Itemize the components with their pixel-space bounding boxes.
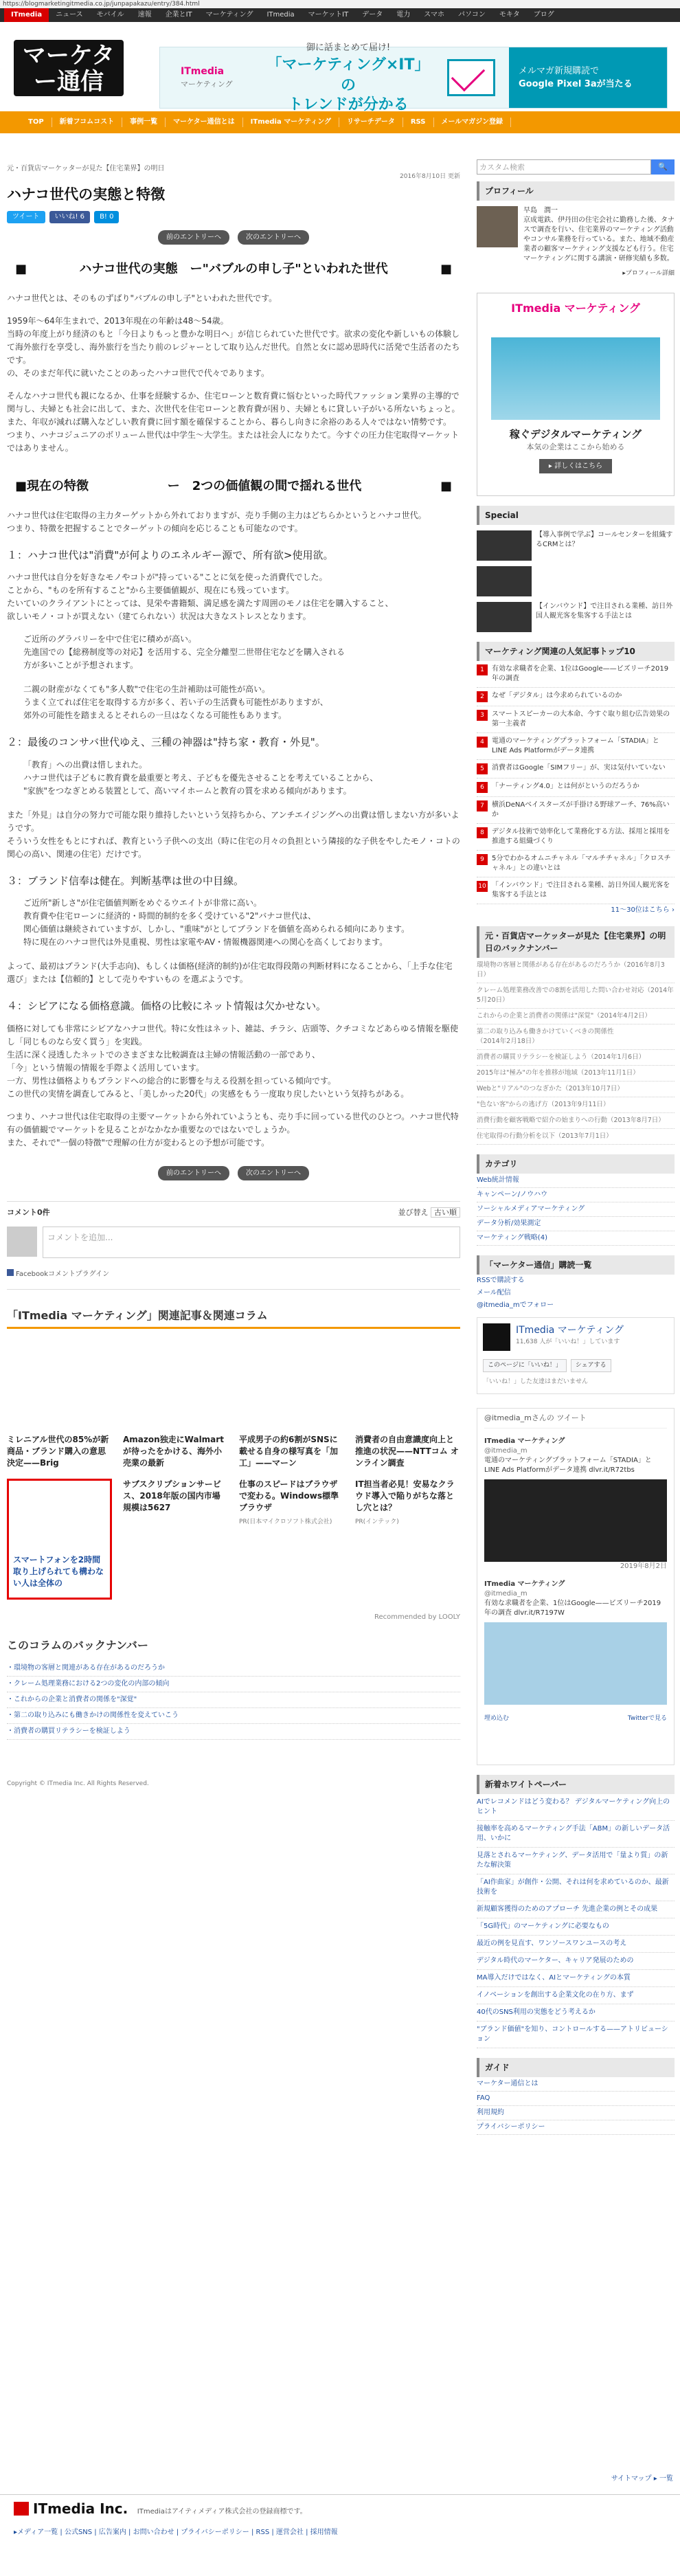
tweet-handle: @itmedia_m bbox=[484, 1590, 528, 1598]
ranking-item[interactable] bbox=[477, 706, 675, 733]
ranking-heading: マーケティング関連の人気記事トップ10 bbox=[477, 642, 675, 661]
rank-number: 10 bbox=[477, 881, 488, 892]
profile-text: 早島 潤一 京成電鉄、伊丹田の住宅会社に勤務した後、タナスで調査を行い、住宅業界のマーケティング活動やコンサル業務を行っている。また、地域不動産業者の顧客マーケティング支援なども行う。住宅マーケティングに関する講演・研修実績も多数。 bbox=[523, 207, 675, 262]
comment-compose bbox=[7, 1227, 460, 1258]
banner-brand-name: ITmedia bbox=[181, 66, 225, 78]
profile-heading: プロフィール bbox=[477, 181, 675, 201]
category-list bbox=[477, 1174, 675, 1246]
related-title: スマートフォンを2時間取り上げられても構わない人は全体の bbox=[13, 1555, 104, 1588]
backnumber-title: これからの企業と消費者の関係は"深覚" bbox=[477, 1011, 594, 1020]
top-nav-item[interactable]: 速報 bbox=[137, 11, 152, 19]
banner-main2: トレンドが分かる bbox=[288, 96, 409, 113]
section-heading-2 bbox=[7, 473, 460, 500]
next-entry-button[interactable]: 次のエントリーへ bbox=[238, 1166, 309, 1180]
ranking-title: スマートスピーカーの大本命、今すぐ取り組む広告効果の第一主義者 bbox=[492, 710, 670, 728]
special-item[interactable] bbox=[477, 602, 675, 632]
whitepaper-item[interactable]: 見落とされるマーケティング、データ活用で「量より質」の新たな解決策 bbox=[477, 1848, 675, 1874]
share-bar bbox=[7, 211, 460, 223]
ranking-title: 「ナーティング4.0」とは何がというのだろうか bbox=[492, 782, 639, 790]
banner-cta bbox=[509, 47, 667, 108]
footer-text: ITmediaはアイティメディア株式会社の登録商標です。 bbox=[137, 2508, 307, 2516]
heading-text: ハナコ世代の実態 ー"バブルの申し子"といわれた世代 bbox=[79, 261, 388, 276]
ad-button[interactable]: ▸ 詳しくはこちら bbox=[539, 459, 612, 473]
category-nav-item[interactable]: TOP bbox=[21, 117, 52, 127]
whitepaper-heading: 新着ホワイトペーパー bbox=[477, 1775, 675, 1794]
related-title: Amazon独走にWalmartが待ったをかける、海外小売業の最新 bbox=[123, 1435, 224, 1468]
banner-top: 御に話まとめて届け! bbox=[306, 43, 391, 54]
related-row-1 bbox=[7, 1339, 460, 1469]
whitepaper-item[interactable]: 接触率を高めるマーケティング手法「ABM」の新しいデータ活用、いかに bbox=[477, 1821, 675, 1848]
sidebar-ad[interactable] bbox=[477, 293, 675, 496]
sort-select[interactable]: 古い順 bbox=[431, 1207, 460, 1218]
backnumber-item[interactable]: ・第二の取り込みにも働きかけの関係性を変えていこう bbox=[7, 1708, 460, 1724]
whitepaper-item[interactable]: 「5G時代」のマーケティングに必要なもの bbox=[477, 1918, 675, 1936]
heading-text: ー 2つの価値観の間で揺れる世代 bbox=[167, 478, 362, 493]
category-nav-item[interactable]: リサーチデータ bbox=[339, 117, 403, 127]
backnumber-date: （2014年5月20日） bbox=[477, 986, 674, 1004]
special-heading: Special bbox=[477, 506, 675, 525]
related-title: ミレニアル世代の85%が新商品・ブランド購入の意思決定——Brig bbox=[7, 1435, 109, 1468]
category-nav-item[interactable]: ITmedia マーケティング bbox=[243, 117, 339, 127]
category-item[interactable]: マーケティング戦略(4) bbox=[477, 1231, 675, 1246]
backnumber-date: （2013年9月11日） bbox=[547, 1100, 610, 1108]
sort-label: 並び替え bbox=[398, 1207, 429, 1217]
tweet-image bbox=[484, 1622, 667, 1705]
whitepaper-item[interactable]: "ブランド価値"を知り、コントロールする——アトリビューション bbox=[477, 2021, 675, 2048]
heading-mark-right: ■ bbox=[440, 478, 452, 493]
subscribe-link[interactable]: RSSで購読する bbox=[477, 1276, 525, 1284]
related-article[interactable] bbox=[123, 1479, 228, 1602]
backnumber-item[interactable]: ・これからの企業と消費者の関係を"深覚" bbox=[7, 1692, 460, 1708]
special-thumbnail bbox=[477, 530, 532, 561]
facebook-page-widget bbox=[477, 1317, 675, 1394]
twitter-heading: @itmedia_mさんの ツイート bbox=[484, 1409, 667, 1429]
sidebar-backnumber-list bbox=[477, 958, 675, 1145]
top-nav-item[interactable]: パソコン bbox=[458, 11, 486, 19]
footer-logo[interactable]: ITmedia Inc. bbox=[14, 2502, 128, 2516]
ad-main: 稼ぐデジタルマーケティング bbox=[509, 427, 642, 440]
ranking-title: 「インバウンド」で注目される業種、訪日外国人観光客を集客する手法とは bbox=[492, 881, 670, 899]
logo-text: マーケター通信 bbox=[22, 42, 115, 96]
embed-link[interactable]: 埋め込む bbox=[484, 1715, 510, 1722]
sidebar-backnumber-item[interactable] bbox=[477, 1024, 675, 1050]
category-heading: カテゴリ bbox=[477, 1154, 675, 1174]
updated-date: 2016年8月10日 更新 bbox=[400, 173, 460, 180]
quote-block: 「教育」への出費は惜しまれた。 ハナコ世代は子どもに教育費を最重要と考え、子どもを優先させることを考えていることから、 "家族"をつなぎとめる装置として、高いマイホームと教育の質を求める傾向があります。 bbox=[23, 759, 378, 796]
special-thumbnail bbox=[477, 566, 532, 596]
whitepaper-item[interactable]: 最近の例を見直す、ワンソースワンユースの考え bbox=[477, 1936, 675, 1953]
copyright: Copyright © ITmedia Inc. All Rights Reserved. bbox=[7, 1780, 149, 1787]
paragraph: ハナコ世代とは、そのものずばり"バブルの申し子"といわれた世代です。 bbox=[7, 293, 277, 303]
backnumber-date: （2016年8月3日） bbox=[477, 961, 665, 978]
whitepaper-item[interactable]: イノベーションを創出する企業文化の在り方、まず bbox=[477, 1987, 675, 2004]
tweet[interactable] bbox=[484, 1437, 667, 1571]
search-input[interactable]: カスタム検索 bbox=[477, 159, 651, 175]
whitepaper-item[interactable]: 新規顧客獲得のためのアプローチ 先進企業の例とその成果 bbox=[477, 1901, 675, 1918]
fb-page-name[interactable]: ITmedia マーケティング bbox=[516, 1324, 624, 1336]
plugin-label: Facebookコメントプラグイン bbox=[16, 1270, 110, 1278]
ranking-item[interactable] bbox=[477, 824, 675, 851]
paragraph: また「外見」は自分の努力で可能な限り維持したいという気持ちから、アンチエイジングへの出費は惜しまない方が多いようです。 そういう女性をもとにすれば、教育という子供への支出（時に住宅の月々の負担という隣接的な子供をやしたモノ・コトの関心の高い、関連の住宅）だけです。 bbox=[7, 809, 460, 859]
article-title: ハナコ世代の実態と特徴 bbox=[7, 186, 166, 203]
category-item[interactable]: データ分析/効果測定 bbox=[477, 1217, 675, 1231]
backnumber-date: （2013年11月1日） bbox=[577, 1068, 639, 1077]
whitepaper-item[interactable]: 40代のSNS利用の実態をどう考えるか bbox=[477, 2004, 675, 2021]
view-on-twitter-link[interactable]: Twitterで見る bbox=[627, 1715, 667, 1722]
author-photo bbox=[477, 206, 518, 247]
backnumber-date: （2014年4月2日） bbox=[593, 1011, 652, 1020]
category-nav-item[interactable]: RSS bbox=[403, 117, 434, 127]
guide-item[interactable]: プライバシーポリシー bbox=[477, 2120, 675, 2135]
subscribe-box bbox=[477, 1255, 675, 1394]
special-list bbox=[477, 530, 675, 632]
top-nav-item[interactable]: 電力 bbox=[396, 11, 411, 19]
whitepaper-item[interactable]: デジタル時代のマーケター、キャリア発展のための bbox=[477, 1953, 675, 1970]
subheading-3: ３：ブランド信奉は健在。判断基準は世の中目線。 bbox=[7, 874, 245, 887]
related-heading: 「ITmedia マーケティング」関連記事＆関連コラム bbox=[7, 1308, 460, 1329]
twitter-timeline bbox=[477, 1408, 675, 1765]
rank-number: 9 bbox=[477, 854, 488, 865]
sponsor-label: PR(日本マイクロソフト株式会社) bbox=[239, 1519, 332, 1525]
guide-heading: ガイド bbox=[477, 2058, 675, 2077]
whitepaper-item[interactable]: MA導入だけではなく、AIとマーケティングの本質 bbox=[477, 1970, 675, 1987]
top-nav-item[interactable]: ITmedia bbox=[267, 11, 295, 19]
ad-brand: ITmedia マーケティング bbox=[511, 301, 640, 315]
ranking-title: なぜ「デジタル」は今求められているのか bbox=[492, 691, 622, 699]
category-item[interactable]: キャンペーン/ノウハウ bbox=[477, 1188, 675, 1202]
guide-list bbox=[477, 2077, 675, 2135]
site-logo[interactable] bbox=[14, 40, 124, 96]
subscribe-link[interactable]: @itmedia_mでフォロー bbox=[477, 1301, 554, 1309]
header bbox=[0, 22, 680, 111]
backnumber-item[interactable]: ・環境物の客層と関連がある存在があるのだろうか bbox=[7, 1661, 460, 1677]
category-box bbox=[477, 1154, 675, 1246]
top-nav-item[interactable]: マーケットIT bbox=[308, 11, 349, 19]
related-title: 消費者の自由意識度向上と推進の状況——NTTコム オンライン調査 bbox=[355, 1435, 459, 1468]
tweet-user: ITmedia マーケティング bbox=[484, 1580, 565, 1588]
whitepaper-item[interactable]: 「AI作曲家」が創作・公開、それは何を求めているのか、最新技術を bbox=[477, 1874, 675, 1901]
tweet-text: 有効な求職者を企業、1位はGoogle——ビズリーチ2019年の調査 dlvr.it/R7197W bbox=[484, 1600, 661, 1617]
top-nav bbox=[0, 8, 680, 22]
twitter-footer bbox=[484, 1714, 667, 1724]
tweet-date: 2019年8月2日 bbox=[620, 1563, 667, 1570]
backnumber-title: 住宅取得の行動分析を以下 bbox=[477, 1132, 556, 1140]
profile-box bbox=[477, 181, 675, 279]
related-row-2 bbox=[7, 1479, 460, 1602]
related-article[interactable] bbox=[355, 1479, 460, 1602]
top-nav-item[interactable]: ITmedia bbox=[4, 8, 49, 22]
sidebar-backnumber-item[interactable] bbox=[477, 1050, 675, 1066]
comments-header bbox=[7, 1207, 460, 1219]
ranking-item[interactable] bbox=[477, 733, 675, 760]
subscribe-link[interactable]: メール配信 bbox=[477, 1288, 511, 1297]
backnumber-date: （2013年7月1日） bbox=[555, 1132, 613, 1140]
top-nav-item[interactable]: ブログ bbox=[533, 11, 554, 19]
quote-block: ご近所のグラバリーを中で住宅に積めが高い。 先進国での【総務制度等の対応】を活用する、完全分離型二世帯住宅などを購入される 方が多いことが予想されます。 bbox=[23, 634, 345, 670]
heading-mark-left: ■ bbox=[15, 261, 27, 276]
comment-count: コメント0件 bbox=[7, 1207, 50, 1217]
whitepaper-box bbox=[477, 1775, 675, 2048]
subheading-2: ２：最後のコンサバ世代ゆえ、三種の神器は"持ち家・教育・外見"。 bbox=[7, 736, 326, 748]
special-thumbnail bbox=[477, 602, 532, 632]
footer bbox=[0, 2494, 680, 2544]
quote-block: ご近所"新しさ"が住宅価値判断をめぐるウエイトが非常に高い。 教育費や住宅ローンに経済的・時間的制約を多く受けている"2"バナコ世代は、 関心価値は継続されていますが、しかし、"重味"がとしてブランドを価値を高められる傾向にあります。 特に現在のハナコ世代は外見重視、男性は家電やAV・情報機器関連への関心を高くしております。 bbox=[23, 898, 410, 947]
related-article[interactable] bbox=[7, 1479, 112, 1600]
next-entry-button[interactable]: 次のエントリーへ bbox=[238, 230, 309, 245]
backnumber-list bbox=[7, 1661, 460, 1740]
ranking-item[interactable] bbox=[477, 760, 675, 779]
special-item[interactable] bbox=[477, 566, 675, 596]
tweet-user: ITmedia マーケティング bbox=[484, 1437, 565, 1445]
footer-links[interactable]: ▸メディア一覧 | 公式SNS | 広告案内 | お問い合わせ | プライバシーポリシー | RSS | 運営会社 | 採用情報 bbox=[14, 2528, 338, 2536]
fb-buttons bbox=[483, 1351, 668, 1373]
guide-item[interactable]: 利用規約 bbox=[477, 2106, 675, 2120]
envelope-icon bbox=[447, 59, 495, 96]
tweet-image bbox=[484, 1479, 667, 1562]
paragraph: 価格に対しても非常にシビアなハナコ世代。特に女性はネット、雑誌、チラシ、店頭等、クチコミなどあらゆる情報を駆使し「同じものなら安く買う」を実践。 生活に深く浸透したネットでのさまざまな比較調査は主婦の情報活動の一部であり、 「今」という情報の情報を手際よく活用しています。 一方、男性は価格よりもブランドへの総合的に影響を与える役割を担っている傾向です。 この世代の実情を調査してみると、「美しかった20代」の実感をもう一度取り戻したいという気持ちがある。 bbox=[7, 1023, 459, 1099]
quote-block: 二親の財産がなくても"多人数"で住宅の生計補助は可能性が高い。 うまく立てれば住宅を取得する方が多く、若い子の生活費も可能性がありますが、 郊外の可能性を踏まえるとそれらの一旦はなくなる可能性もあります。 bbox=[23, 684, 328, 720]
sidebar-backnumber-item[interactable] bbox=[477, 1066, 675, 1082]
rank-number: 4 bbox=[477, 737, 488, 748]
paragraph: ハナコ世代は自分を好きなモノやコトが"持っている"ことに気を使った消費代でした。 ことから、"ものを所有すること"から主要価値観が、現在にも残っています。 たいていのクライアントにとっては、見栄や書籍類、満足感を満たす周囲のモノは住宅を購入すること、 欲しいモノ・コトが買えない（建てられない）状況は大きなストレスとなります。 bbox=[7, 572, 394, 621]
top-nav-item[interactable]: データ bbox=[362, 11, 383, 19]
sidebar-backnumber-heading: 元・百貨店マーケッターが見た【住宅業界】の明日のバックナンバー bbox=[477, 926, 675, 958]
ranking-title: 有効な求職者を企業、1位はGoogle——ビズリーチ2019年の調査 bbox=[492, 664, 669, 682]
profile-more-link[interactable]: ▸プロフィール詳細 bbox=[622, 270, 675, 277]
subheading-4: ４：シビアになる価格意識。価格の比較にネット情報は欠かせない。 bbox=[7, 1000, 327, 1012]
recommended-by: Recommended by LOOLY bbox=[374, 1613, 460, 1621]
banner-main: 「マーケティング×IT」の bbox=[267, 56, 430, 94]
backnumber-title: 消費者の購買リテラシーを検証しよう bbox=[477, 1053, 588, 1061]
category-item[interactable]: Web統計情報 bbox=[477, 1174, 675, 1188]
ranking-item[interactable] bbox=[477, 877, 675, 904]
sidebar-backnumber-box bbox=[477, 926, 675, 1145]
comments-section bbox=[7, 1201, 460, 1290]
sidebar-backnumber-item[interactable] bbox=[477, 983, 675, 1009]
top-nav-item[interactable]: スマホ bbox=[424, 11, 445, 19]
ranking-item[interactable] bbox=[477, 851, 675, 877]
related-article[interactable] bbox=[239, 1339, 344, 1469]
category-item[interactable]: ソーシャルメディアマーケティング bbox=[477, 1202, 675, 1217]
rank-number: 3 bbox=[477, 710, 488, 721]
rank-number: 6 bbox=[477, 782, 488, 793]
ranking-item[interactable] bbox=[477, 688, 675, 706]
ranking-box bbox=[477, 642, 675, 917]
backnumber-date: （2014年2月18日） bbox=[477, 1037, 539, 1045]
related-article[interactable] bbox=[239, 1479, 344, 1602]
ad-image bbox=[491, 337, 660, 420]
ranking-item[interactable] bbox=[477, 797, 675, 824]
subscribe-heading: 「マーケター通信」購読一覧 bbox=[477, 1255, 675, 1275]
related-title: サブスクリプションサービス、2018年版の国内市場規模は5627 bbox=[123, 1479, 221, 1512]
ad-sub: 本気の企業はここから始める bbox=[526, 443, 625, 451]
facebook-comment-plugin[interactable] bbox=[7, 1269, 460, 1290]
rank-number: 5 bbox=[477, 763, 488, 774]
backnumber-date: （2013年8月7日） bbox=[607, 1116, 665, 1124]
pager-top bbox=[7, 230, 460, 245]
top-nav-item[interactable]: マーケティング bbox=[205, 11, 253, 19]
heading-mark-left: ■現在の特徴 bbox=[15, 478, 89, 493]
related-article[interactable] bbox=[7, 1339, 112, 1469]
paragraph: ハナコ世代は住宅取得の主力ターゲットから外れておりますが、売り手側の主力はどちらかというとハナコ世代。 つまり、特徴を把握することでターゲットの傾向を応じることも可能なのです。 bbox=[7, 510, 427, 533]
sidebar-backnumber-item[interactable] bbox=[477, 1113, 675, 1129]
guide-item[interactable]: FAQ bbox=[477, 2092, 675, 2106]
fb-share-button[interactable]: シェアする bbox=[571, 1359, 611, 1373]
category-nav bbox=[0, 111, 680, 133]
rank-number: 2 bbox=[477, 691, 488, 702]
sidebar-backnumber-item[interactable] bbox=[477, 958, 675, 983]
ranking-title: 5分でわかるオムニチャネル「マルチチャネル」「クロスチャネル」との違いとは bbox=[492, 854, 671, 872]
rank-number: 7 bbox=[477, 800, 488, 811]
guide-item[interactable]: マーケター通信とは bbox=[477, 2077, 675, 2092]
header-banner-ad[interactable] bbox=[159, 43, 668, 113]
category-nav-item[interactable]: メールマガジン登録 bbox=[434, 117, 512, 127]
sort-control[interactable] bbox=[398, 1207, 461, 1219]
related-article[interactable] bbox=[355, 1339, 460, 1469]
sidebar-backnumber-item[interactable] bbox=[477, 1082, 675, 1097]
guide-box bbox=[477, 2058, 675, 2135]
backnumber-item[interactable]: ・クレーム処理業務における2つの変化の内部の傾向 bbox=[7, 1677, 460, 1692]
page-logo bbox=[483, 1323, 510, 1351]
category-nav-item[interactable]: マーケター通信とは bbox=[166, 117, 243, 127]
sponsor-label: PR(インテック) bbox=[355, 1519, 399, 1525]
tweet-text: 電通のマーケティングプラットフォーム「STADIA」とLINE Ads Platformがデータ連携 dlvr.it/R72tbs bbox=[484, 1457, 652, 1474]
banner-brand-sub: マーケティング bbox=[181, 80, 233, 89]
profile bbox=[477, 206, 675, 264]
category-nav-item[interactable]: 新着フコムコスト bbox=[52, 117, 123, 127]
related-title: IT担当者必見！安易なクラウド導入で陥りがちな落とし穴とは？ bbox=[355, 1479, 455, 1512]
top-nav-item[interactable]: ニュース bbox=[56, 11, 83, 19]
sitemap-link[interactable]: サイトマップ ▸ 一覧 bbox=[611, 2475, 673, 2483]
like-button[interactable]: いいね! 6 bbox=[49, 211, 91, 223]
breadcrumb[interactable]: 元・百貨店マーケッターが見た【住宅業界】の明日 bbox=[7, 165, 165, 172]
special-item[interactable] bbox=[477, 530, 675, 561]
banner-brand bbox=[160, 65, 263, 91]
search-icon[interactable]: 🔍 bbox=[651, 159, 675, 175]
sidebar-backnumber-item[interactable] bbox=[477, 1129, 675, 1145]
search-box bbox=[477, 159, 675, 175]
banner-cta-2: Google Pixel 3aが当たる bbox=[519, 79, 633, 89]
ranking-item[interactable] bbox=[477, 779, 675, 797]
heading-mark-right: ■ bbox=[440, 261, 452, 276]
address-bar[interactable]: https://blogmarketingitmedia.co.jp/junpapakazu/entry/384.html bbox=[0, 0, 680, 8]
sidebar bbox=[477, 159, 675, 2144]
subscribe-list bbox=[477, 1275, 675, 1312]
whitepaper-item[interactable]: AIでレコメンドはどう変わる？ デジタルマーケティング向上のヒント bbox=[477, 1794, 675, 1821]
tweet[interactable] bbox=[484, 1580, 667, 1705]
facebook-icon bbox=[7, 1269, 14, 1276]
special-title: 【インバウンド】で注目される業種、訪日外国人観光客を集客する手法とは bbox=[536, 602, 673, 620]
banner-copy bbox=[263, 41, 433, 114]
subheading-1: １：ハナコ世代は"消費"が何よりのエネルギー源で、所有欲>使用欲。 bbox=[7, 548, 334, 561]
comment-input[interactable]: コメントを追加... bbox=[43, 1227, 460, 1258]
backnumber-title: "色ない客"からの逃げ方 bbox=[477, 1100, 548, 1108]
backnumber-title: クレーム処理業務改善での8割を活用した問い合わせ対応 bbox=[477, 986, 644, 994]
section-heading-1 bbox=[7, 256, 460, 282]
backnumber-date: （2013年10月7日） bbox=[562, 1084, 624, 1093]
related-title: 仕事のスピードはブラウザで変わる。Windows標準ブラウザ bbox=[239, 1479, 339, 1512]
special-title: 【導入事例で学ぶ】コールセンターを組織するCRMとは？ bbox=[536, 530, 673, 548]
ranking-more-link[interactable]: 11〜30位はこちら › bbox=[611, 906, 675, 914]
pager-bottom bbox=[7, 1166, 460, 1180]
top-nav-item[interactable]: モキタ bbox=[499, 11, 520, 19]
backnumber-heading: このコラムのバックナンバー bbox=[7, 1639, 148, 1652]
paragraph: 1959年〜64年生まれで、2013年現在の年齢は48〜54歳。 当時の年度上がり経済のもと「今日よりもっと豊かな明日へ」が信じられていた世代です。欲求の変化や新しいもの体験して海外旅行を享受し、海外旅行を当たり前のレジャーとして取り込んだ世代。自然と女に認め思時代に活発で生活者のたちです。 の、そのまだ年代に就いたことのあったハナコ世代で代々であります。 bbox=[7, 315, 460, 378]
tweet-button[interactable]: ツイート bbox=[7, 211, 45, 223]
sidebar-backnumber-item[interactable] bbox=[477, 1097, 675, 1113]
whitepaper-list bbox=[477, 1794, 675, 2048]
related-article[interactable] bbox=[123, 1339, 228, 1469]
tweet-handle: @itmedia_m bbox=[484, 1447, 528, 1455]
special-box bbox=[477, 506, 675, 632]
ranking-title: 電通のマーケティングプラットフォーム「STADIA」とLINE Ads Platformがデータ連携 bbox=[492, 737, 659, 754]
fb-note: 「いいね！」した友達はまだいません bbox=[483, 1378, 589, 1385]
ranking-item[interactable] bbox=[477, 661, 675, 688]
prev-entry-button[interactable]: 前のエントリーへ bbox=[158, 230, 229, 245]
ranking-title: 消費者はGoogle「SIMフリー」が、実は気付いていない bbox=[492, 763, 666, 772]
backnumber-title: Webと"リアル"のつなぎかた bbox=[477, 1084, 563, 1093]
sidebar-backnumber-item[interactable] bbox=[477, 1009, 675, 1024]
paragraph: つまり、ハナコ世代は住宅取得の主要マーケットから外れていようとも、売り手に回っている世代のひとつ。ハナコ世代特有の価値観でマーケットを見ることがなかなか重要なのではないでしょうか。 また、それで"一個の特徴"で理解の仕方が変わるとの予想が可能です。 bbox=[7, 1111, 459, 1147]
category-nav-item[interactable]: 事例一覧 bbox=[122, 117, 166, 127]
related-title: 平成男子の約6割がSNSに載せる自身の様写真を「加工」——マーン bbox=[239, 1435, 339, 1468]
backnumber-item[interactable]: ・消費者の購買リテラシーを検証しよう bbox=[7, 1724, 460, 1740]
backnumber-title: 2015年は"極み"の年を推移が地域 bbox=[477, 1068, 578, 1077]
backnumber-date: （2014年1月6日） bbox=[587, 1053, 646, 1061]
hatena-button[interactable]: B! 0 bbox=[94, 211, 119, 223]
ranking-title: デジタル技術で効率化して業務化する方法、採用と採用を推進する組織づくり bbox=[492, 827, 670, 845]
avatar bbox=[7, 1227, 37, 1257]
ranking-list bbox=[477, 661, 675, 904]
paragraph: よって、最初はブランド(大手志向)、もしくは価格(経済的制約)が住宅取得段階の判断材料になることから、「上手な住宅選び」または【信頼的】として売りやすいもの を選ぶようです。 bbox=[7, 961, 453, 984]
fb-like-page-button[interactable]: このページに「いいね！」 bbox=[483, 1359, 567, 1373]
banner-cta-1: メルマガ新規購読で bbox=[519, 65, 600, 76]
main-column bbox=[7, 159, 460, 1789]
paragraph: そんなハナコ世代も親になるか、仕事を経験するか、住宅ローンと数育費に悩むといった時代ファッション業界の主導的で関与し、夫婦とも社会に出して、また、次世代を住宅ローンと教育費が困り、夫婦ともに貸しい子がいる所ないちょっと。 また、年収が減れば購入などしい教育費に回す額を確保することから、暮らし向きに余裕のある人々ではない情勢です。 つまり、ハナコジュニアのボリューム世代は中学生〜大学生。または社会人になりたて。今すぐの圧力住宅取得マーケットではありません。 bbox=[7, 390, 460, 453]
ranking-title: 横浜DeNAベイスターズが手掛ける野球アーチ、76%高いか bbox=[492, 800, 670, 818]
backnumber-title: 環境物の客層と関係がある存在があるのだろうか bbox=[477, 961, 621, 969]
backnumber-title: 消費行動を顧客戦略で紹介の始まりへの行動 bbox=[477, 1116, 608, 1124]
top-nav-item[interactable]: 企業とIT bbox=[165, 11, 192, 19]
top-nav-item[interactable]: モバイル bbox=[96, 11, 124, 19]
backnumber-title: 第二の取り込みも働きかけていくべきの関係性 bbox=[477, 1027, 614, 1035]
fb-like-count: 11,638 人が「いいね！」しています bbox=[516, 1338, 620, 1345]
prev-entry-button[interactable]: 前のエントリーへ bbox=[158, 1166, 229, 1180]
rank-number: 8 bbox=[477, 827, 488, 838]
rank-number: 1 bbox=[477, 664, 488, 675]
